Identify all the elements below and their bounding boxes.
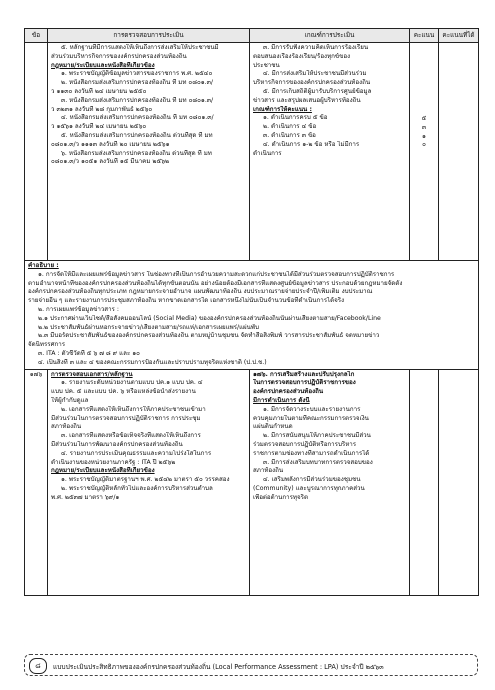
criteria-line: ๒. หนังสือกรมส่งเสริมการปกครองท้องถิ่น ที่ มท ๐๘๐๑.๓/ [61,79,213,87]
criteria-line: ให้ผู้กำกับดูแล [51,397,89,405]
criteria-line: ว ๑๑๓๐ ลงวันที่ ๒๔ เมษายน ๒๕๕๐ [51,88,147,96]
criteria-line: สภาท้องถิ่น [51,423,82,431]
criteria-line: ๕. หนังสือกรมส่งเสริมการปกครองท้องถิ่น ด่วนที่สุด ที่ มท [61,132,213,140]
criteria-line: ๔. รายงานการประเมินคุณธรรมและความโปร่งใสในการ [61,449,212,457]
obtained-cell [439,369,479,595]
note-line: ๔. เป็นสิ่งที่ ๓ และ ๔ ของคณะกรรมการป้องกันและปราบปรามทุจริตแห่งชาติ (ป.ป.ช.) [38,358,267,366]
consid-line: ๑. มีการจัดวางระบบและรายงานการ [263,405,361,413]
criteria-line: แบบ ปค. ๕ และแบบ ปค. ๖ หรือแหล่งข้อนำส่งรายงาน [51,388,196,396]
consid-line: ตอบสนองเรื่องร้องเรียน/ร้องทุกข์ของ [253,52,351,60]
notes-cell [25,261,479,370]
section-heading: การตรวจสอบเอกสาร/หลักฐาน [51,370,133,378]
scoring-line: ๓. ดำเนินการ ๓ ข้อ [263,132,316,140]
scoring-line: ๒. ดำเนินการ ๔ ข้อ [263,123,317,131]
consid-line: ๕. มีการเก็บสถิติผู้มารับบริการศูนย์ข้อมูล [263,88,372,96]
header-no: ข้อ [25,29,48,43]
consid-line: ๓. มีการรับฟังความคิดเห็นการร้องเรียน [263,44,369,52]
consid-line: ข่าวสาร และสรุปผลเสนอผู้บริหารท้องถิ่น [253,96,361,104]
consid-line: (Community) และบูรณาการทุกภาคส่วน [253,485,365,493]
criteria-line: ๕. หลักฐานที่มีการแสดงให้เห็นถึงการส่งเสริมให้ประชาชนมี [61,44,219,52]
item-title: องค์กรปกครองส่วนท้องถิ่น [253,388,324,396]
consid-line: เพื่อต่อต้านการทุจริต [253,493,308,501]
table-row [25,369,479,595]
note-line: ๒.๑ ประกาศผ่านเว็บไซต์/สื่อสังคมออนไลน์ (Social Media) ขององค์กรปกครองส่วนท้องถิ่นนั้นผ่านเสียงตามสาย/Facebook/Line [38,314,381,322]
note-line: ตามอำนาจหน้าที่ขององค์กรปกครองส่วนท้องถิ่นได้ทุกขั้นตอนนั้น อย่างน้อยต้องมีเอกสารที่แสดงศูนย์ข้อมูลข่าวสาร ประกอบด้วยกฎหมายจัดตั้ง [28,279,403,287]
note-line: ๒.๓ มีบอร์ดประชาสัมพันธ์ขององค์กรปกครองส่วนท้องถิ่น ตามหมู่บ้านชุมชน จัดทำสื่อสิ่งพิมพ์ วารสารประชาสัมพันธ์ จดหมายข่าว [38,332,380,340]
header-obtained: คะแนนที่ได้ [439,29,479,43]
consid-line: สภาท้องถิ่น [253,467,284,475]
row-number-cell [25,43,48,261]
header-consideration: เกณฑ์การประเมิน [250,29,410,43]
scoring-heading: เกณฑ์การให้คะแนน : [253,105,312,113]
note-line: องค์กรปกครองส่วนท้องถิ่นทุกประเภท กฎหมายกระจายอำนาจ แผนพัฒนาท้องถิ่น งบประมาณรายจ่ายประจำปี/เพิ่มเติม งบประมาณ [28,288,373,296]
note-line: ๑. การจัดให้มีและเผยแพร่ข้อมูลข่าวสาร ในช่องทางที่เป็นการอำนวยความสะดวกแก่ประชาชนได้มีส่วนร่วมตรวจสอบการปฏิบัติราชการ [38,270,395,278]
criteria-line: มีส่วนร่วมในการพัฒนาองค์กรปกครองส่วนท้องถิ่น [51,441,183,449]
page-footer [24,654,478,676]
criteria-line: ส่วนร่วมบริหารกิจการของงค์กรปกครองส่วนท้องถิ่น [51,52,187,60]
consid-line: ๔. เสริมพลังการมีส่วนร่วมของชุมชน [263,476,361,484]
score-value: ๐ [422,141,426,149]
consideration-cell [250,43,410,261]
section-heading: กฎหมาย/ระเบียบและหนังสือที่เกี่ยวข้อง [51,467,155,475]
consid-line: ๒. มีการสนับสนุนให้ภาคประชาชนมีส่วน [263,432,371,440]
table-header-row [25,29,479,43]
header-score: คะแนน [410,29,439,43]
consid-line: ร่วมตรวจสอบการปฏิบัติหรือการบริหาร [253,441,357,449]
score-cell [410,369,439,595]
criteria-line: ๐๘๐๑.๓/ว ๑๑๑๓ ลงวันที่ ๒๐ เมษายน ๒๕๖๑ [51,140,170,148]
footer-text: แบบประเมินประสิทธิภาพขององค์กรปกครองส่วนท้องถิ่น (Local Performance Assessment : LPA) ประจำปี ๒๕๖๓ [53,663,384,671]
score-value: ๕ [421,115,427,123]
notes-title: คำอธิบาย : [28,262,59,270]
table-row [25,43,479,261]
page-number: ๘ [29,658,47,674]
note-line: ๒.๒ ประชาสัมพันธ์ผ่านหอกระจายข่าว/เสียงตามสาย/รถแห่/เอกสารเผยแพร่/แผ่นพับ [38,323,259,331]
assessment-table [24,28,479,596]
section-heading: มีการดำเนินการ ดังนี้ [253,397,310,405]
criteria-line: พ.ศ. ๒๕๓๗ มาตรา ๖๙/๑ [51,493,120,501]
header-criteria: การตรวจสอบการประเมิน [48,29,250,43]
criteria-line: ดำเนินงานของหน่วยงานภาครัฐ : ITA ปี ๒๕๖๒ [51,458,176,466]
criteria-line: ๑. พระราชบัญญัติมาตรฐานฯ พ.ศ. ๒๕๔๒ มาตรา ๕๐ วรรคสอง [61,476,230,484]
criteria-line: ว ๑๕๖๑ ลงวันที่ ๒๔ เมษายน ๒๕๖๐ [51,123,147,131]
score-cell [410,43,439,261]
criteria-line: ๓. หนังสือกรมส่งเสริมการปกครองท้องถิ่น ที่ มท ๐๘๐๑.๓/ [61,96,214,104]
consideration-cell [250,369,410,595]
consid-line: ๓. มีการส่งเสริมบทบาทการตรวจสอบของ [263,458,373,466]
consid-line: ราชการตามช่องทางที่สามารถดำเนินการได้ [253,449,370,457]
criteria-line: ๑. รายงานระดับหน่วยงานตามแบบ ปค.๑ แบบ ปค. ๔ [61,379,203,387]
note-line: รายจ่ายอื่น ๆ และรายงานการประชุมสภาท้องถิ่น หากขาดเอกสารใด เอกสารหนึ่งไม่นับเป็นจำนวนข้อที่ดำเนินการได้จริง [28,297,345,305]
obtained-cell [439,43,479,261]
note-line: ๓. ITA : ตัวชี้วัดที่ ๕ ๖ ๗ ๘ ๙ และ ๑๐ [38,350,140,358]
notes-row [25,261,479,370]
criteria-line: มีส่วนร่วมในการตรวจสอบการปฏิบัติราชการ การประชุม [51,414,201,422]
criteria-line: ๒. พระราชบัญญัติหลักทั่วไปและองค์การบริหารส่วนตำบล [61,485,213,493]
consid-line: บริหารกิจการขององค์กรปกครองส่วนท้องถิ่น [253,79,371,87]
criteria-line: ว ๓๒๓๑ ลงวันที่ ๒๘ กุมภาพันธ์ ๒๕๖๐ [51,105,153,113]
criteria-cell [48,369,250,595]
criteria-line: ๒. เอกสารที่แสดงให้เห็นถึงการให้ภาคประชาชนเข้ามา [61,405,206,413]
consid-line: แผ่นดินกำหนด [253,423,293,431]
item-title: ๑๗๖. การเสริมสร้างและปรับปรุงกลไก [253,370,355,378]
scoring-line: ๔. ดำเนินการ ๑-๒ ข้อ หรือ ไม่มีการ [263,140,360,148]
section-heading: กฎหมาย/ระเบียบและหนังสือที่เกี่ยวข้อง [51,61,155,69]
score-value: ๑ [422,132,426,140]
score-value: ๓ [421,123,427,131]
scoring-line: ๑. ดำเนินการครบ ๕ ข้อ [263,114,328,122]
criteria-line: ๔. หนังสือกรมส่งเสริมการปกครองท้องถิ่น ที่ มท ๐๘๐๑.๓/ [61,114,214,122]
consid-line: ควบคุมภายในตามที่คณะกรรมการตรวจเงิน [253,414,369,422]
note-line: ๒. การเผยแพร่ข้อมูลข่าวสาร : [38,306,119,314]
criteria-cell [48,43,250,261]
consid-line: ๔. มีการส่งเสริมให้ประชาชนมีส่วนร่วม [263,70,367,78]
criteria-line: ๖. หนังสือกรมส่งเสริมการปกครองท้องถิ่น ด่วนที่สุด ที่ มท [61,149,212,157]
criteria-line: ๓. เอกสารที่แสดงหรือข้อเท็จจริงที่แสดงให้เห็นถึงการ [61,432,201,440]
scoring-line: ดำเนินการ [253,149,282,157]
note-line: จัดนิทรรศการ [28,341,66,349]
item-title: ในการตรวจสอบการปฏิบัติราชการของ [253,379,356,387]
row-number-cell: ๑๗๖ [25,369,48,595]
criteria-line: ๑. พระราชบัญญัติข้อมูลข่าวสารของราชการ พ.ศ. ๒๕๔๐ [61,70,213,78]
consid-line: ประชาชน [253,61,280,69]
criteria-line: ๐๘๐๑.๓/ว ๑๐๕๑ ลงวันที่ ๑๕ มีนาคม ๒๕๖๒ [51,158,170,166]
